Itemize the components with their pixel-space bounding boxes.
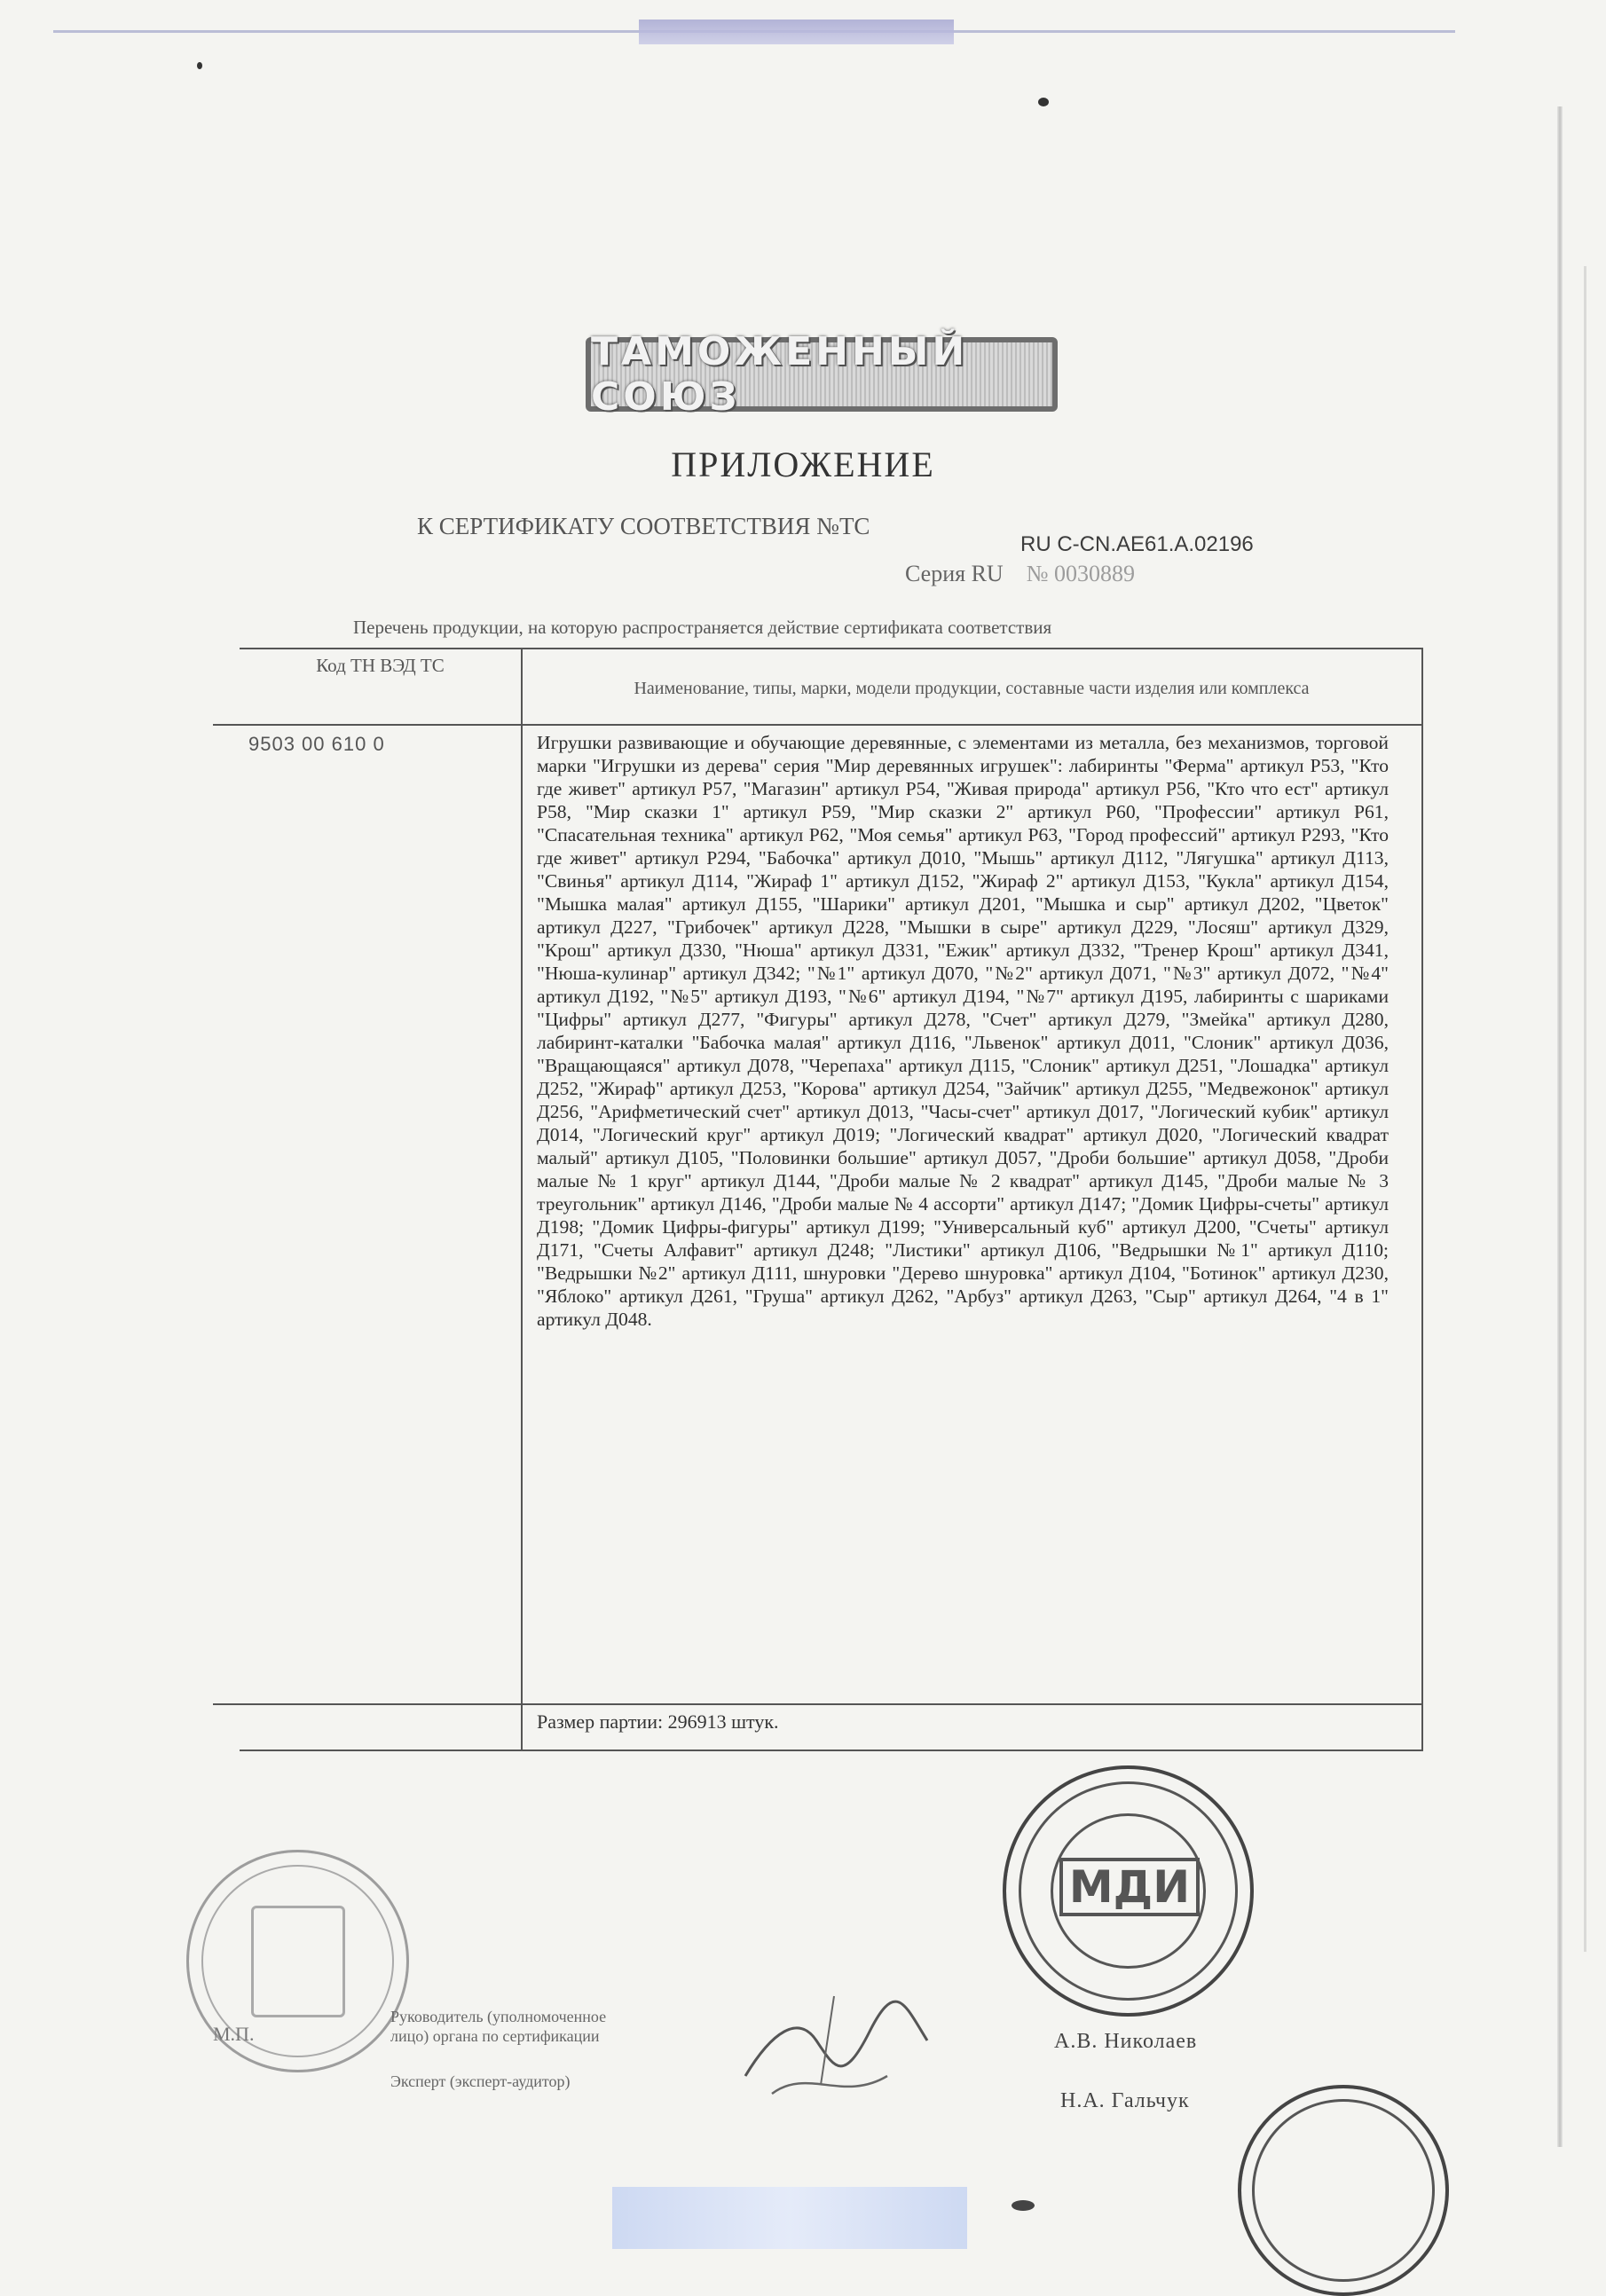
certificate-line: К СЕРТИФИКАТУ СООТВЕТСТВИЯ №ТС — [417, 513, 870, 539]
table-caption: Перечень продукции, на которую распространяется действие сертификата соответствия — [353, 617, 1052, 638]
series-label: Серия RU — [905, 561, 1004, 586]
head-label — [390, 2007, 606, 2046]
seal-emblem — [251, 1906, 345, 2017]
cell-description: Игрушки развивающие и обучающие деревянные, с элементами из металла, без механизмов, торговой марки "Игрушки из дерева" серия "Мир деревянных игрушек": лабиринты "Ферма" артикул Р53, "Кто где живет" артикул Р57, "Магазин" артикул Р54, "Живая природа" артикул Р56, "Кто что ест" артикул Р58, "Мир сказки 1" артикул Р59, "Мир сказки 2" артикул Р60, "Профессии" артикул Р61, "Спасательная техника" артикул Р62, "Моя семья" артикул Р63, "Город профессий" артикул Р293, "Кто где живет" артикул Р294, "Бабочка" артикул Д010, "Мышь" артикул Д112, "Лягушка" артикул Д113, "Свинья" артикул Д114, "Жираф 1" артикул Д152, "Жираф 2" артикул Д153, "Кукла" артикул Д154, "Мышка малая" артикул Д155, "Шарики" артикул Д201, "Мышка и сыр" артикул Д202, "Цветок" артикул Д227, "Грибочек" артикул Д228, "Мышки в сыре" артикул Д229, "Лосяш" артикул Д329, "Крош" артикул Д330, "Нюша" артикул Д331, "Ежик" артикул Д332, "Тренер Крош" артикул Д341, "Нюша-кулинар" артикул Д342; "№1" артикул Д070, "№2" артикул Д071, "№3" артикул Д072, "№4" артикул Д192, "№5" артикул Д193, "№6" артикул Д194, "№7" артикул Д195, лабиринты с шариками "Цифры" артикул Д277, "Фигуры" артикул Д278, "Счет" артикул Д279, "Змейка" артикул Д280, лабиринт-каталки "Бабочка малая" артикул Д116, "Львенок" артикул Д011, "Слоник" артикул Д036, "Вращающаяся" артикул Д078, "Черепаха" артикул Д115, "Слоник" артикул Д251, "Лошадка" артикул Д252, "Жираф" артикул Д253, "Корова" артикул Д254, "Зайчик" артикул Д255, "Медвежонок" артикул Д256, "Арифметический счет" артикул Д013, "Часы-счет" артикул Д017, "Логический кубик" артикул Д014, "Логический круг" артикул Д019; "Логический квадрат" артикул Д020, "Логический квадрат малый" артикул Д105, "Половинки большие" артикул Д057, "Дроби большие" артикул Д058, "Дроби малые № 1 круг" артикул Д144, "Дроби малые № 2 квадрат" артикул Д145, "Дроби малые № 3 треугольник" артикул Д146, "Дроби малые № 4 ассорти" артикул Д147; "Домик Цифры-счеты" артикул Д198; "Домик Цифры-фигуры" артикул Д199; "Универсальный куб" артикул Д200, "Счеты" артикул Д171, "Счеты Алфавит" артикул Д248; "Листики" артикул Д106, "Ведрышки №1" артикул Д110; "Ведрышки №2" артикул Д111, шнуровки "Дерево шнуровка" артикул Д104, "Ботинок" артикул Д230, "Яблоко" артикул Д261, "Груша" артикул Д262, "Арбуз" артикул Д263, "Сыр" артикул Д264, "4 в 1" артикул Д048. — [537, 732, 1389, 1330]
customs-union-stamp: ТАМОЖЕННЫЙ СОЮЗ — [586, 337, 1058, 412]
header-code: Код ТН ВЭД ТС — [316, 655, 445, 676]
seal-logo: МДИ — [1059, 1858, 1200, 1916]
head-label-line1: Руководитель (уполномоченное — [390, 2008, 607, 2025]
scan-speck — [197, 62, 202, 69]
scan-speck — [1038, 98, 1049, 106]
certificate-number: RU C-CN.AE61.A.02196 — [1020, 532, 1254, 556]
head-label-line2: лицо) органа по сертификации — [390, 2027, 600, 2045]
scan-speck — [1012, 2200, 1035, 2211]
expert-label: Эксперт (эксперт-аудитор) — [390, 2072, 571, 2090]
cell-code: 9503 00 610 0 — [248, 733, 385, 755]
page-title: ПРИЛОЖЕНИЕ — [671, 444, 935, 484]
mp-label: М.П. — [213, 2023, 255, 2045]
expert-name: Н.А. Гальчук — [1060, 2089, 1190, 2112]
head-name: А.В. Николаев — [1054, 2030, 1198, 2053]
products-table — [240, 648, 1423, 1751]
series-line — [905, 561, 1135, 587]
series-number: № 0030889 — [1026, 561, 1136, 586]
page-edge-shadow — [1557, 106, 1563, 2147]
header-name: Наименование, типы, марки, модели продукции, составные части изделия или комплекса — [634, 679, 1310, 698]
expert-seal — [1238, 2085, 1449, 2296]
scan-band-top — [639, 20, 954, 44]
page-edge-shadow-2 — [1584, 266, 1586, 1952]
footer-divider — [213, 1703, 1421, 1705]
signature — [736, 1978, 941, 2111]
lot-size: Размер партии: 296913 штук. — [537, 1710, 779, 1733]
column-divider — [521, 649, 523, 1750]
scan-band-bottom — [612, 2187, 967, 2249]
header-divider — [213, 724, 1421, 726]
organization-seal — [1003, 1765, 1254, 2017]
